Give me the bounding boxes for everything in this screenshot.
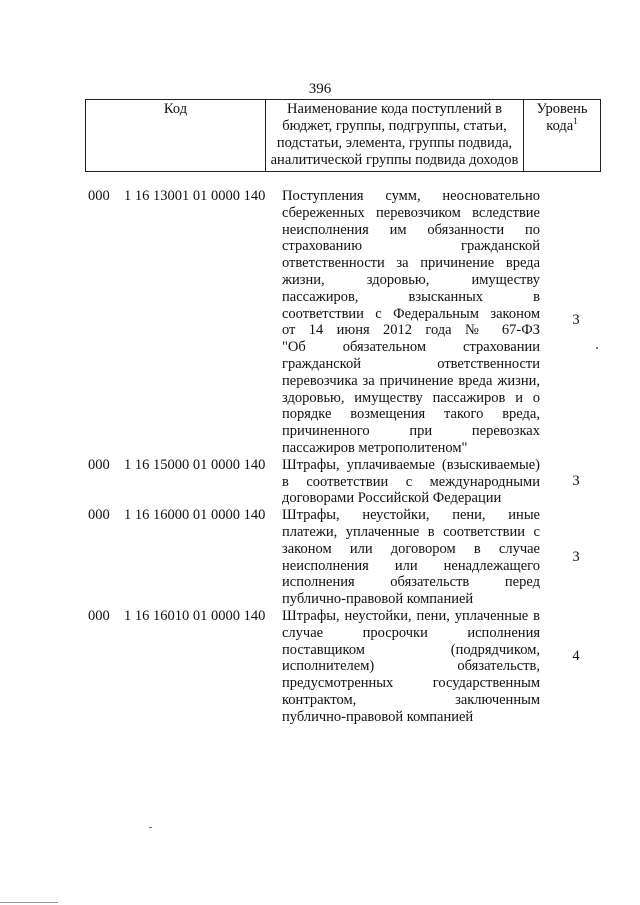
row-level: 4 [572, 647, 580, 664]
page-number: 396 [308, 81, 332, 97]
header-name-cell [266, 100, 524, 172]
row-code: 1 16 13001 01 0000 140 [124, 188, 266, 204]
description-line: пассажиров, взысканных в [282, 288, 540, 305]
description-line: гражданской ответственности [282, 355, 540, 372]
description-line: в соответствии с международными [282, 473, 540, 490]
description-line: Штрафы, неустойки, пени, иные [282, 507, 540, 524]
row-description [282, 507, 540, 608]
description-line: предусмотренных государственным [282, 675, 540, 692]
header-code: Код [163, 101, 188, 117]
description-line: контрактом, заключенным [282, 691, 540, 708]
row-prefix: 000 [88, 607, 110, 624]
description-line: ответственности за причинение вреда [282, 255, 540, 272]
row-description [282, 608, 540, 726]
header-name-line: аналитической группы подвида доходов [270, 152, 519, 168]
description-line: перевозчика за причинение вреда жизни, [282, 372, 540, 389]
description-line: сбереженных перевозчиком вследствие [282, 204, 540, 221]
description-line: неисполнения им обязанности по [282, 221, 540, 238]
header-code-cell [86, 100, 266, 172]
description-line: неисполнения или ненадлежащего [282, 557, 540, 574]
description-line: исполнителем) обязательств, [282, 658, 540, 675]
row-level: 3 [572, 472, 580, 489]
description-line: законом или договором в случае [282, 540, 540, 557]
row-level: 3 [572, 549, 580, 566]
description-line: "Об обязательном страховании [282, 339, 540, 356]
description-line: публично-правовой компанией [282, 591, 474, 608]
description-line: договорами Российской Федерации [282, 490, 502, 507]
header-level-2: кода [546, 118, 574, 134]
table-row [0, 608, 640, 726]
row-prefix: 000 [88, 507, 110, 524]
description-line: причиненного при перевозках [282, 423, 540, 440]
row-code: 1 16 16000 01 0000 140 [124, 507, 266, 524]
description-line: здоровью, имуществу пассажиров и о [282, 389, 540, 406]
scan-edge-line [0, 902, 58, 903]
description-line: от 14 июня 2012 года № 67-ФЗ [282, 322, 540, 339]
description-line: поставщиком (подрядчиком, [282, 641, 540, 658]
table-header [85, 99, 601, 172]
header-level: Уровень [536, 101, 588, 117]
description-line: страхованию гражданской [282, 238, 540, 255]
footnote-marker: 1 [573, 116, 578, 127]
header-name-line: бюджет, группы, подгруппы, статьи, [282, 118, 507, 134]
description-line: Поступления сумм, неосновательно [282, 188, 540, 204]
description-line: случае просрочки исполнения [282, 624, 540, 641]
row-prefix: 000 [88, 188, 110, 204]
description-line: пассажиров метрополитеном" [282, 439, 468, 456]
description-line: соответствии с Федеральным законом [282, 305, 540, 322]
description-line: Штрафы, уплачиваемые (взыскиваемые) [282, 456, 540, 473]
header-name-line: подстатьи, элемента, группы подвида, [276, 135, 513, 151]
row-level: 3 [572, 312, 580, 328]
row-description [282, 188, 540, 457]
description-line: платежи, уплаченные в соответствии с [282, 523, 540, 540]
description-line: исполнения обязательств перед [282, 574, 540, 591]
description-line: жизни, здоровью, имуществу [282, 271, 540, 288]
description-line: публично-правовой компанией [282, 708, 474, 725]
description-line: Штрафы, неустойки, пени, уплаченные в [282, 607, 540, 624]
description-line: порядке возмещения такого вреда, [282, 406, 540, 423]
header-level-cell [524, 100, 601, 172]
row-code: 1 16 16010 01 0000 140 [124, 607, 266, 624]
row-code: 1 16 15000 01 0000 140 [124, 456, 266, 473]
table-body [0, 188, 640, 726]
scan-speck [596, 347, 598, 349]
table-row [0, 457, 640, 507]
table-row [0, 507, 640, 608]
row-description [282, 457, 540, 507]
header-name-line: Наименование кода поступлений в [287, 101, 502, 117]
scan-speck [149, 827, 152, 828]
table-row [0, 188, 640, 457]
row-prefix: 000 [88, 456, 110, 473]
